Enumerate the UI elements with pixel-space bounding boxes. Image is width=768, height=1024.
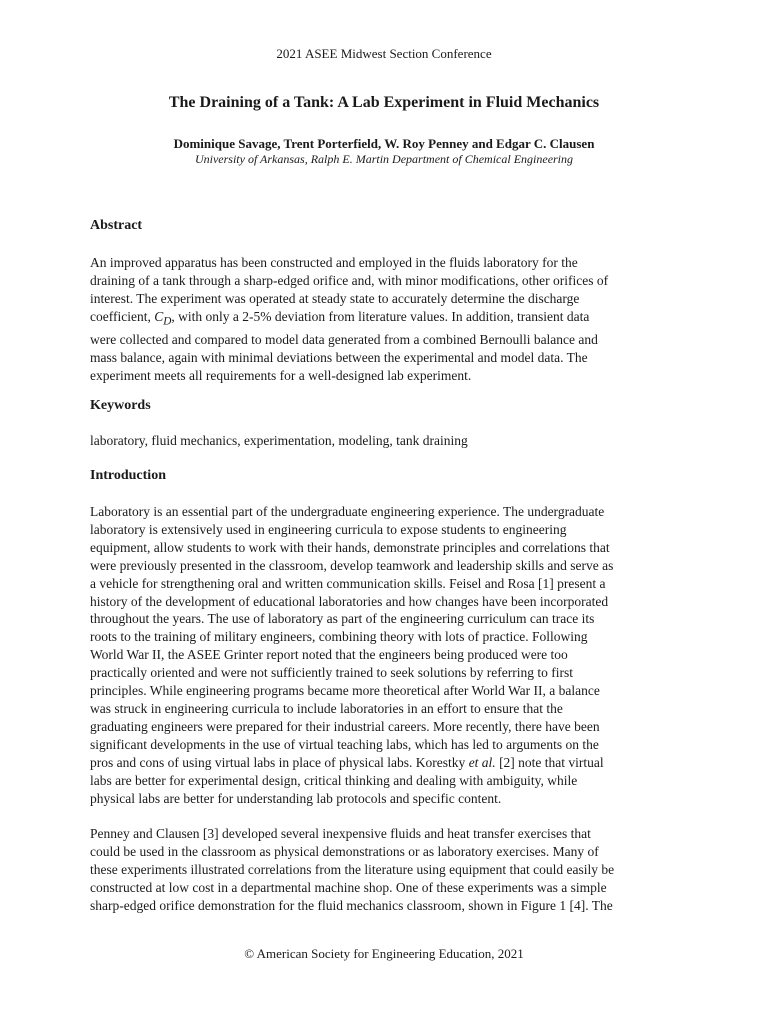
intro-line: Penney and Clausen [3] developed several inexpensive fluids and heat transfer exercises that	[90, 826, 591, 841]
intro-line: throughout the years. The use of laboratory as part of the engineering curriculum can trace its	[90, 611, 595, 627]
discharge-coefficient-subscript: D	[163, 315, 172, 328]
abstract-heading: Abstract	[90, 218, 143, 233]
intro-line: history of the development of educational laboratories and how changes have been incorporated	[90, 593, 609, 609]
intro-line: principles. While engineering programs became more theoretical after World War II, a balance	[90, 683, 600, 699]
abstract-line: interest. The experiment was operated at steady state to accurately determine the discharge	[90, 290, 580, 306]
introduction-paragraph-2	[90, 825, 690, 915]
intro-line: constructed at low cost in a departmental machine shop. One of these experiments was a simple	[90, 879, 607, 895]
keywords-text: laboratory, fluid mechanics, experimentation, modeling, tank draining	[90, 433, 468, 448]
et-al-text: et al.	[468, 754, 496, 770]
intro-line: Laboratory is an essential part of the undergraduate engineering experience. The undergraduate	[90, 504, 605, 519]
intro-line: sharp-edged orifice demonstration for the fluid mechanics classroom, shown in Figure 1 [4]. The	[90, 897, 613, 913]
keywords-heading: Keywords	[90, 398, 151, 413]
introduction-heading: Introduction	[90, 468, 166, 483]
abstract-line-end: , with only a 2-5% deviation from literature values. In addition, transient data	[171, 308, 590, 324]
conference-header: 2021 ASEE Midwest Section Conference	[276, 46, 492, 61]
paper-title: The Draining of a Tank: A Lab Experiment in Fluid Mechanics	[168, 94, 600, 111]
abstract-line: were collected and compared to model data generated from a combined Bernoulli balance and	[90, 332, 598, 348]
intro-line-end: [2] note that virtual	[495, 754, 604, 770]
discharge-coefficient-symbol: C	[154, 308, 164, 324]
abstract-line: draining of a tank through a sharp-edged orifice and, with minor modifications, other orifices of	[90, 272, 609, 288]
intro-line-start: pros and cons of using virtual labs in place of physical labs. Korestky	[90, 754, 469, 770]
intro-line: graduating engineers were prepared for their industrial careers. More recently, there have been	[90, 718, 600, 734]
intro-line: roots to the training of military engineers, combining theory with lots of practice. Following	[90, 629, 588, 645]
intro-line: World War II, the ASEE Grinter report noted that the engineers being produced were too	[90, 647, 568, 663]
abstract-line	[90, 308, 690, 332]
intro-line: labs are better for experimental design, critical thinking and dealing with ambiguity, while	[90, 772, 578, 788]
intro-line: was struck in engineering curricula to include laboratories in an effort to ensure that the	[90, 700, 563, 716]
copyright-footer: © American Society for Engineering Education, 2021	[244, 946, 524, 961]
intro-line: were previously presented in the classroom, develop teamwork and leadership skills and serve as	[90, 557, 614, 573]
intro-line: a vehicle for strengthening oral and written communication skills. Feisel and Rosa [1] present a	[90, 575, 606, 591]
intro-line	[90, 754, 690, 772]
abstract-line: mass balance, again with minimal deviations between the experimental and model data. The	[90, 350, 588, 366]
abstract-paragraph	[90, 254, 690, 385]
intro-line: practically oriented and were not sufficiently trained to seek solutions by referring to first	[90, 665, 573, 681]
abstract-line-start: coefficient,	[90, 308, 155, 324]
abstract-line: An improved apparatus has been constructed and employed in the fluids laboratory for the	[90, 255, 578, 270]
intro-line: significant developments in the use of virtual teaching labs, which has led to arguments on the	[90, 736, 599, 752]
affiliation: University of Arkansas, Ralph E. Martin Department of Chemical Engineering	[194, 152, 574, 166]
author-list: Dominique Savage, Trent Porterfield, W. Roy Penney and Edgar C. Clausen	[173, 136, 595, 151]
intro-line: physical labs are better for understanding lab protocols and specific content.	[90, 790, 502, 806]
introduction-paragraph-1	[90, 503, 690, 807]
intro-line: equipment, allow students to work with their hands, demonstrate principles and correlations that	[90, 539, 610, 555]
intro-line: laboratory is extensively used in engineering curricula to expose students to engineering	[90, 521, 567, 537]
intro-line: these experiments illustrated correlations from the literature using equipment that could easily be	[90, 861, 615, 877]
intro-line: could be used in the classroom as physical demonstrations or as laboratory exercises. Many of	[90, 843, 599, 859]
abstract-line: experiment meets all requirements for a well-designed lab experiment.	[90, 368, 472, 384]
